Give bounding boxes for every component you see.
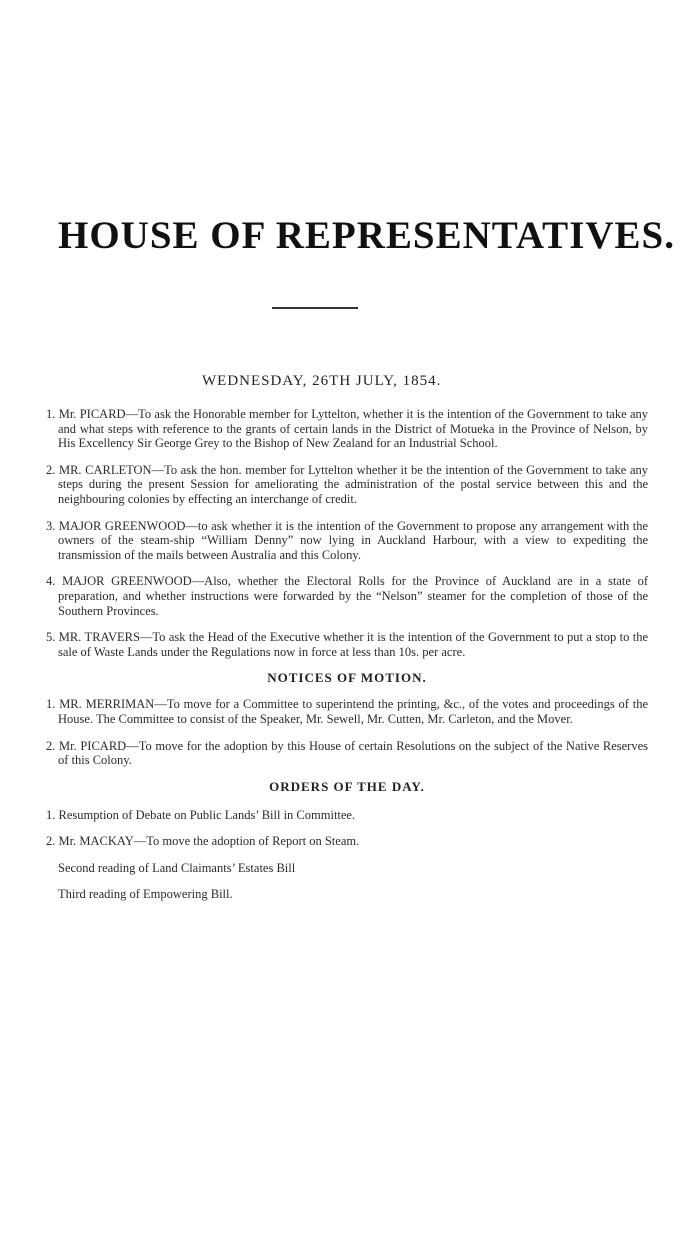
question-item	[46, 407, 648, 451]
order-item	[46, 834, 648, 849]
question-number: 3.	[46, 518, 56, 533]
notice-item	[46, 697, 648, 726]
order-number: 2.	[46, 834, 56, 849]
question-item	[46, 574, 648, 618]
orders-heading: ORDERS OF THE DAY.	[269, 778, 425, 794]
questions-section	[46, 407, 648, 659]
document-title: HOUSE OF REPRESENTATIVES.	[58, 214, 675, 257]
order-item	[46, 887, 648, 902]
order-number: 1.	[46, 807, 56, 822]
question-text: Mr. PICARD—To ask the Honorable member for Lyttelton, whether it is the intention of the Government to take any and what steps with reference to the grants of certain lands in the District of Motueka in the Province of Nelson, by His Excellency Sir George Grey to the Bishop of New Zealand for an Industrial School.	[58, 407, 649, 451]
order-text: Second reading of Land Claimants’ Estates Bill	[58, 860, 296, 875]
order-text: Resumption of Debate on Public Lands’ Bill in Committee.	[58, 807, 356, 822]
order-item	[46, 808, 648, 823]
question-text: MAJOR GREENWOOD—Also, whether the Electoral Rolls for the Province of Auckland are in a state of preparation, and whether instructions were forwarded by the “Nelson” steamer for the completion of those of the Southern Provinces.	[58, 574, 648, 618]
title-divider	[272, 307, 358, 309]
question-item	[46, 463, 648, 507]
notice-text: Mr. PICARD—To move for the adoption by this House of certain Resolutions on the subject of the Native Reserves of this Colony.	[58, 738, 649, 768]
question-item	[46, 630, 648, 659]
notice-number: 2.	[46, 738, 56, 753]
question-text: MAJOR GREENWOOD—to ask whether it is the intention of the Government to propose any arrangement with the owners of the steam-ship “William Denny” now lying in Auckland Harbour, with a view to expediting the transmission of the mails between Australia and this Colony.	[58, 518, 649, 562]
order-text: Third reading of Empowering Bill.	[58, 887, 233, 902]
orders-section	[46, 778, 648, 902]
question-text: MR. TRAVERS—To ask the Head of the Executive whether it is the intention of the Government to put a stop to the sale of Waste Lands under the Regulations now in force at less than 10s. per acre.	[58, 630, 649, 659]
question-number: 4.	[46, 574, 56, 589]
question-number: 5.	[46, 630, 56, 645]
notices-heading: NOTICES OF MOTION.	[267, 670, 427, 686]
question-item	[46, 519, 648, 563]
question-number: 2.	[46, 462, 56, 477]
order-text: Mr. MACKAY—To move the adoption of Report on Steam.	[58, 834, 360, 849]
order-item	[46, 861, 648, 876]
question-text: MR. CARLETON—To ask the hon. member for Lyttelton whether it be the intention of the Government to take any steps during the present Session for ameliorating the administration of the postal service between this and the neighbouring colonies by effecting an interchange of credit.	[58, 462, 648, 506]
notices-section	[46, 669, 648, 767]
order-paper-content	[46, 407, 648, 902]
session-date: WEDNESDAY, 26TH JULY, 1854.	[202, 373, 442, 389]
notice-number: 1.	[46, 697, 56, 712]
notice-text: MR. MERRIMAN—To move for a Committee to superintend the printing, &c., of the votes and proceedings of the House. The Committee to consist of the Speaker, Mr. Sewell, Mr. Cutten, Mr. Carleton, and the Mover.	[58, 697, 648, 726]
question-number: 1.	[46, 407, 56, 421]
notice-item	[46, 739, 648, 768]
